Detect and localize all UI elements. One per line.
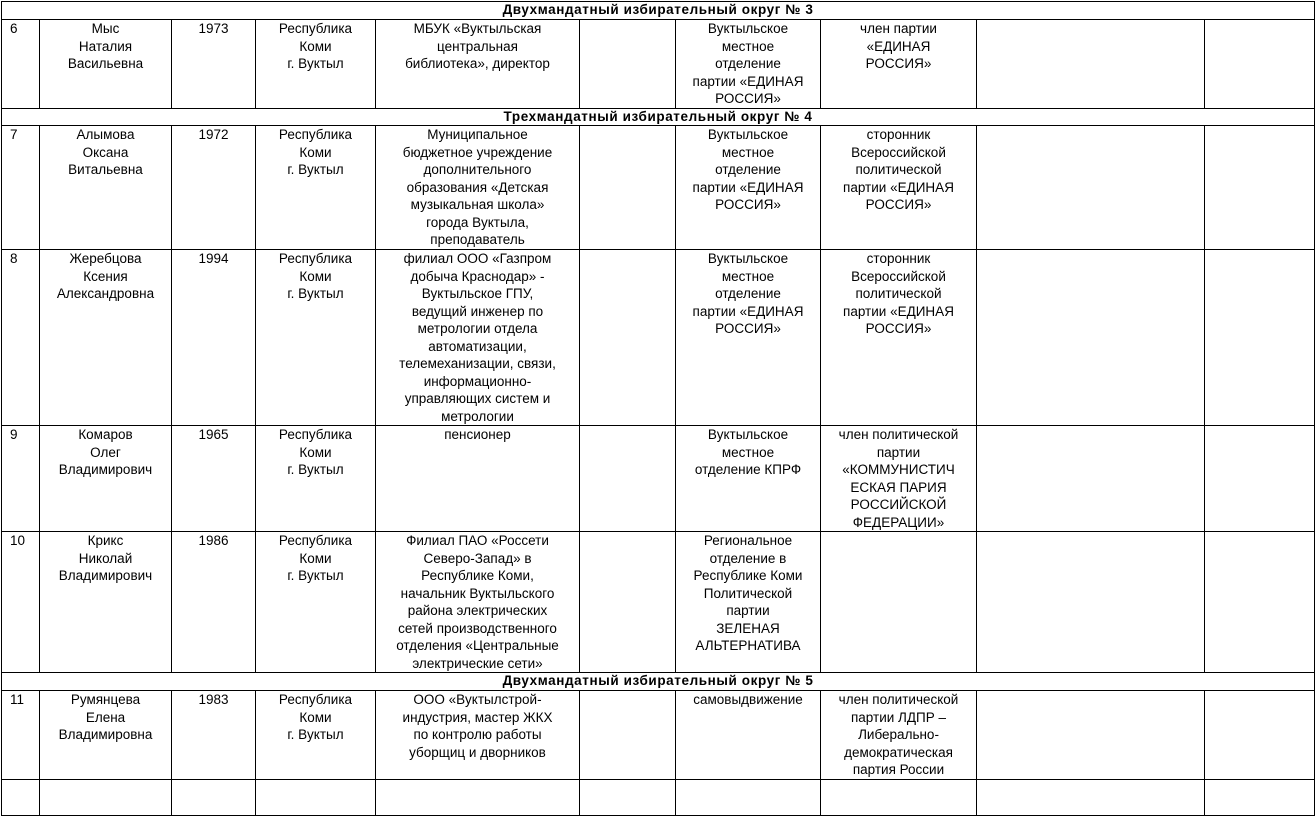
table-row bbox=[2, 250, 1315, 426]
cell-party-affiliation: член политической партии ЛДПР – Либерально- демократическая партия России bbox=[821, 691, 977, 780]
cell-empty-6 bbox=[580, 691, 676, 780]
cell-full-name: Комаров Олег Владимирович bbox=[40, 426, 172, 532]
cell-empty-9 bbox=[977, 250, 1205, 426]
table-row bbox=[2, 426, 1315, 532]
cell-empty-9 bbox=[977, 20, 1205, 109]
cell-party-affiliation bbox=[821, 780, 977, 816]
cell-empty-10 bbox=[1205, 691, 1315, 780]
cell-number: 10 bbox=[2, 532, 40, 673]
cell-empty-10 bbox=[1205, 780, 1315, 816]
cell-empty-9 bbox=[977, 126, 1205, 250]
cell-party-affiliation: член партии «ЕДИНАЯ РОССИЯ» bbox=[821, 20, 977, 109]
cell-full-name: Алымова Оксана Витальевна bbox=[40, 126, 172, 250]
cell-birth-year: 1973 bbox=[172, 20, 256, 109]
cell-empty-6 bbox=[580, 426, 676, 532]
cell-address: Республика Коми г. Вуктыл bbox=[256, 126, 376, 250]
table-row bbox=[2, 126, 1315, 250]
cell-birth-year bbox=[172, 780, 256, 816]
cell-nominated-by: Вуктыльское местное отделение партии «ЕДИНАЯ РОССИЯ» bbox=[676, 20, 821, 109]
table-row bbox=[2, 691, 1315, 780]
cell-nominated-by: Региональное отделение в Республике Коми Политической партии ЗЕЛЕНАЯ АЛЬТЕРНАТИВА bbox=[676, 532, 821, 673]
section-row bbox=[2, 673, 1315, 691]
cell-party-affiliation: член политической партии «КОММУНИСТИЧ ЕСКАЯ ПАРИЯ РОССИЙСКОЙ ФЕДЕРАЦИИ» bbox=[821, 426, 977, 532]
cell-address: Республика Коми г. Вуктыл bbox=[256, 250, 376, 426]
cell-address: Республика Коми г. Вуктыл bbox=[256, 20, 376, 109]
cell-nominated-by: самовыдвижение bbox=[676, 691, 821, 780]
table-row bbox=[2, 20, 1315, 109]
cell-empty-10 bbox=[1205, 426, 1315, 532]
cell-address: Республика Коми г. Вуктыл bbox=[256, 426, 376, 532]
cell-party-affiliation: сторонник Всероссийской политической партии «ЕДИНАЯ РОССИЯ» bbox=[821, 126, 977, 250]
cell-empty-9 bbox=[977, 780, 1205, 816]
cell-empty-10 bbox=[1205, 532, 1315, 673]
cell-workplace: филиал ООО «Газпром добыча Краснодар» - Вуктыльское ГПУ, ведущий инженер по метрологии отдела автоматизации, телемеханизации, связи, информационно- управляющих систем и метрологии bbox=[376, 250, 580, 426]
cell-empty-6 bbox=[580, 532, 676, 673]
section-row bbox=[2, 2, 1315, 20]
table-row bbox=[2, 780, 1315, 816]
cell-empty-6 bbox=[580, 780, 676, 816]
cell-full-name: Румянцева Елена Владимировна bbox=[40, 691, 172, 780]
section-heading: Двухмандатный избирательный округ № 5 bbox=[2, 673, 1315, 691]
cell-nominated-by: Вуктыльское местное отделение партии «ЕДИНАЯ РОССИЯ» bbox=[676, 126, 821, 250]
cell-empty-6 bbox=[580, 20, 676, 109]
cell-full-name: Мыс Наталия Васильевна bbox=[40, 20, 172, 109]
cell-birth-year: 1972 bbox=[172, 126, 256, 250]
cell-workplace: МБУК «Вуктыльская центральная библиотека», директор bbox=[376, 20, 580, 109]
cell-address: Республика Коми г. Вуктыл bbox=[256, 691, 376, 780]
cell-birth-year: 1994 bbox=[172, 250, 256, 426]
section-heading: Двухмандатный избирательный округ № 3 bbox=[2, 2, 1315, 20]
cell-empty-9 bbox=[977, 426, 1205, 532]
cell-number bbox=[2, 780, 40, 816]
cell-full-name: Крикс Николай Владимирович bbox=[40, 532, 172, 673]
cell-full-name bbox=[40, 780, 172, 816]
section-heading: Трехмандатный избирательный округ № 4 bbox=[2, 109, 1315, 126]
cell-nominated-by bbox=[676, 780, 821, 816]
cell-workplace: пенсионер bbox=[376, 426, 580, 532]
cell-birth-year: 1983 bbox=[172, 691, 256, 780]
section-row bbox=[2, 109, 1315, 126]
cell-workplace: ООО «Вуктылстрой- индустрия, мастер ЖКХ по контролю работы уборщиц и дворников bbox=[376, 691, 580, 780]
table-row bbox=[2, 532, 1315, 673]
cell-number: 11 bbox=[2, 691, 40, 780]
cell-number: 9 bbox=[2, 426, 40, 532]
cell-empty-6 bbox=[580, 250, 676, 426]
cell-empty-6 bbox=[580, 126, 676, 250]
cell-workplace: Муниципальное бюджетное учреждение дополнительного образования «Детская музыкальная школа» города Вуктыла, преподаватель bbox=[376, 126, 580, 250]
cell-address: Республика Коми г. Вуктыл bbox=[256, 532, 376, 673]
candidates-table bbox=[1, 1, 1315, 816]
cell-empty-10 bbox=[1205, 126, 1315, 250]
cell-birth-year: 1965 bbox=[172, 426, 256, 532]
table-body bbox=[2, 2, 1315, 816]
cell-workplace: Филиал ПАО «Россети Северо-Запад» в Республике Коми, начальник Вуктыльского района электрических сетей производственного отделения «Центральные электрические сети» bbox=[376, 532, 580, 673]
cell-nominated-by: Вуктыльское местное отделение партии «ЕДИНАЯ РОССИЯ» bbox=[676, 250, 821, 426]
cell-birth-year: 1986 bbox=[172, 532, 256, 673]
cell-workplace bbox=[376, 780, 580, 816]
cell-address bbox=[256, 780, 376, 816]
cell-party-affiliation bbox=[821, 532, 977, 673]
cell-empty-10 bbox=[1205, 250, 1315, 426]
cell-empty-9 bbox=[977, 691, 1205, 780]
cell-party-affiliation: сторонник Всероссийской политической партии «ЕДИНАЯ РОССИЯ» bbox=[821, 250, 977, 426]
cell-empty-10 bbox=[1205, 20, 1315, 109]
cell-nominated-by: Вуктыльское местное отделение КПРФ bbox=[676, 426, 821, 532]
cell-number: 6 bbox=[2, 20, 40, 109]
cell-number: 8 bbox=[2, 250, 40, 426]
cell-empty-9 bbox=[977, 532, 1205, 673]
cell-number: 7 bbox=[2, 126, 40, 250]
cell-full-name: Жеребцова Ксения Александровна bbox=[40, 250, 172, 426]
